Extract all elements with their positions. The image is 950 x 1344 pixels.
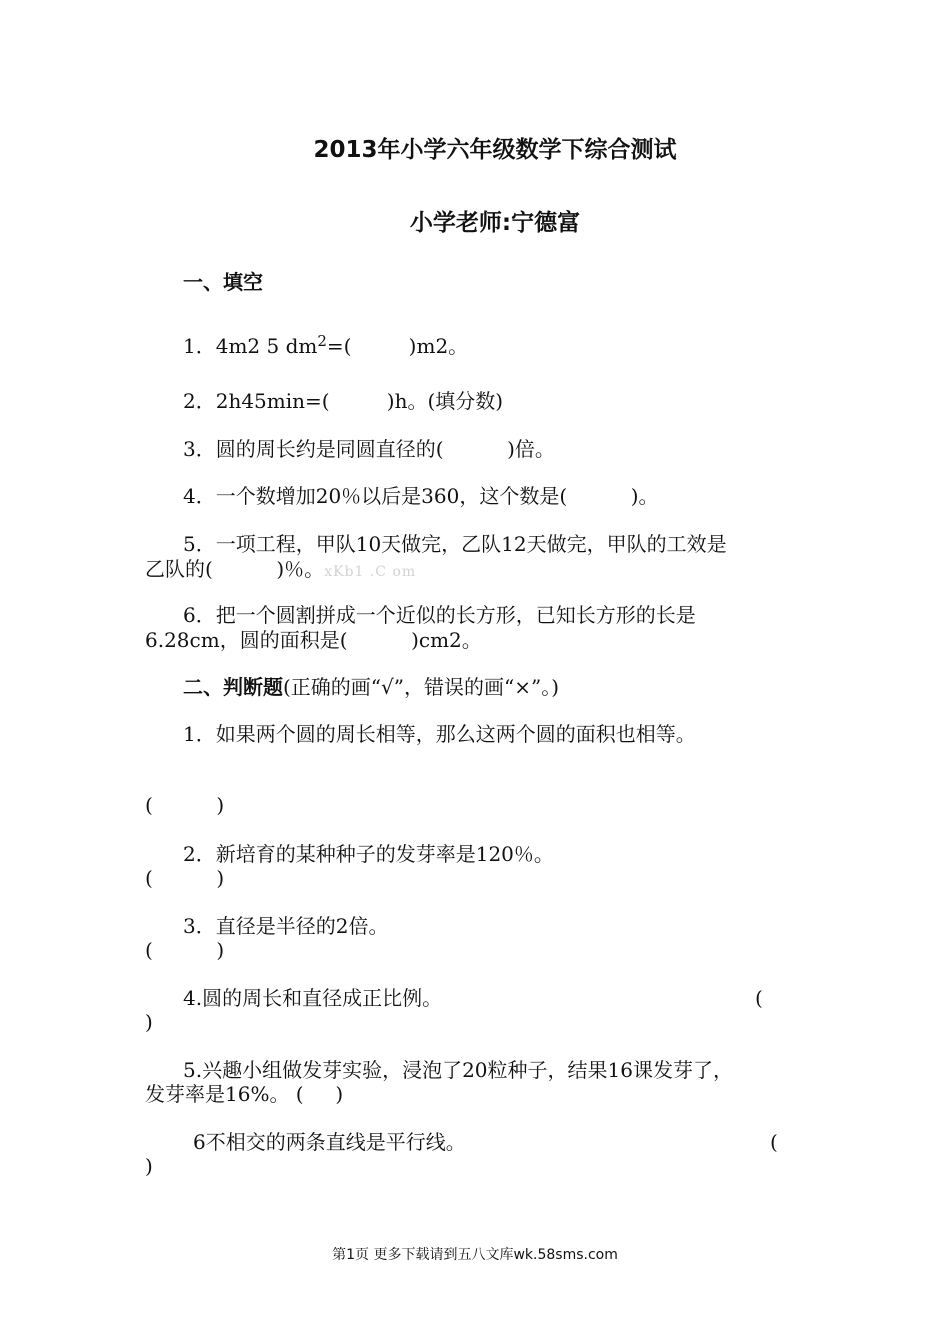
judge-question-6-paren-close: ) xyxy=(145,1154,153,1178)
judge-question-3-answer-blank: ( ) xyxy=(145,938,225,962)
fill-question-1-part-a: 1．4m2 5 dm xyxy=(183,334,318,358)
fill-question-4: 4．一个数增加20％以后是360，这个数是( )。 xyxy=(183,484,659,508)
judge-question-2: 2．新培育的某种种子的发芽率是120％。 xyxy=(183,842,554,866)
section-heading-judgment-note: (正确的画“√”，错误的画“×”。) xyxy=(283,675,560,699)
judge-question-4-paren-open: ( xyxy=(755,986,763,1010)
judge-question-1-answer-blank: ( ) xyxy=(145,793,225,817)
judge-question-6-paren-open: ( xyxy=(770,1130,778,1154)
judge-question-4: 4.圆的周长和直径成正比例。 xyxy=(183,986,443,1010)
fill-question-5-line-2 xyxy=(145,557,416,584)
judge-question-4-paren-close: ) xyxy=(145,1010,153,1034)
document-title: 2013年小学六年级数学下综合测试 xyxy=(313,137,677,163)
section-heading-fill-blank: 一、填空 xyxy=(183,270,263,294)
judge-question-6: 6不相交的两条直线是平行线。 xyxy=(193,1130,466,1154)
judge-question-2-answer-blank: ( ) xyxy=(145,866,225,890)
section-heading-judgment xyxy=(183,675,559,699)
watermark-text: xKb1 .C om xyxy=(324,564,417,580)
section-heading-judgment-title: 二、判断题 xyxy=(183,675,283,699)
judge-question-3: 3．直径是半径的2倍。 xyxy=(183,914,389,938)
judge-question-5-line-2: 发芽率是16%。 ( ) xyxy=(145,1082,344,1106)
fill-question-3: 3．圆的周长约是同圆直径的( )倍。 xyxy=(183,437,555,461)
fill-question-6-line-2: 6.28cm，圆的面积是( )cm2。 xyxy=(145,628,482,652)
fill-question-6-line-1: 6．把一个圆割拼成一个近似的长方形，已知长方形的长是 xyxy=(183,603,696,627)
judge-question-1: 1．如果两个圆的周长相等，那么这两个圆的面积也相等。 xyxy=(183,722,696,746)
fill-question-5-line-2-text: 乙队的( )％。 xyxy=(145,557,325,581)
fill-question-1 xyxy=(183,334,468,358)
fill-question-5-line-1: 5．一项工程，甲队10天做完，乙队12天做完，甲队的工效是 xyxy=(183,532,727,556)
fill-question-2: 2．2h45min=( )h。(填分数) xyxy=(183,389,504,413)
fill-question-1-exponent: 2 xyxy=(317,332,327,350)
document-subtitle: 小学老师:宁德富 xyxy=(409,210,581,236)
judge-question-5-line-1: 5.兴趣小组做发芽实验，浸泡了20粒种子，结果16课发芽了， xyxy=(183,1058,733,1082)
page-footer: 第1页 更多下载请到五八文库wk.58sms.com xyxy=(332,1247,618,1263)
fill-question-1-part-b: =( )m2。 xyxy=(326,334,469,358)
